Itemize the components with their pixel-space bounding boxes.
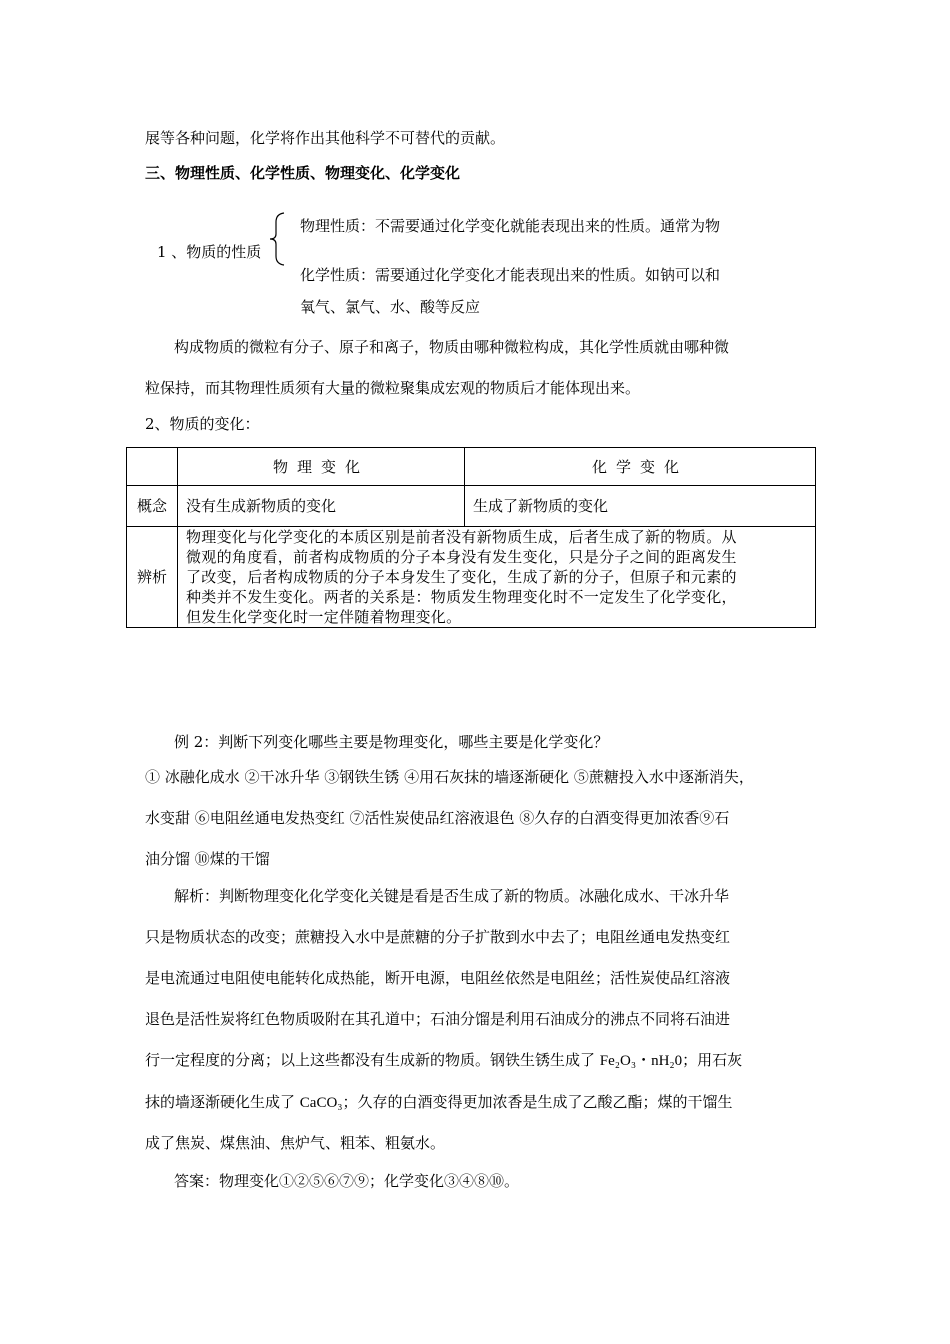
changes-table bbox=[126, 447, 816, 628]
analysis-text: 抹的墙逐渐硬化生成了 bbox=[145, 1093, 300, 1111]
example-items-cont: 水变甜 ⑥电阻丝通电发热变红 ⑦活性炭使品红溶液退色 ⑧久存的白酒变得更加浓香⑨石 bbox=[145, 809, 730, 827]
analysis-text: ；久存的白酒变得更加浓香是生成了乙酸乙酯；煤的干馏生 bbox=[342, 1093, 733, 1111]
section-heading: 三、物理性质、化学性质、物理变化、化学变化 bbox=[145, 164, 461, 182]
analysis-paragraph-cont: 是电流通过电阻使电能转化成热能，断开电源，电阻丝依然是电阻丝；活性炭使品红溶液 bbox=[145, 969, 731, 987]
example-items: ① 冰融化成水 ②干冰升华 ③钢铁生锈 ④用石灰抹的墙逐渐硬化 ⑤蔗糖投入水中逐渐消失， bbox=[145, 768, 754, 786]
calcium-carbonate-formula: CaCO₃ bbox=[299, 1095, 343, 1111]
analysis-line: 但发生化学变化时一定伴随着物理变化。 bbox=[186, 608, 462, 626]
intro-tail: 展等各种问题，化学将作出其他科学不可替代的贡献。 bbox=[145, 129, 506, 147]
analysis-line: 物理变化与化学变化的本质区别是前者没有新物质生成，后者生成了新的物质。从 bbox=[186, 528, 737, 546]
row-label-concept: 概念 bbox=[127, 486, 178, 527]
example-prompt: 例 2：判断下列变化哪些主要是物理变化，哪些主要是化学变化？ bbox=[174, 733, 609, 751]
header-physical: 物理变化 bbox=[178, 448, 465, 486]
table-header-row bbox=[127, 448, 816, 486]
table-corner bbox=[127, 448, 178, 486]
analysis-line: 种类并不发生变化。两者的关系是：物质发生物理变化时不一定发生了化学变化， bbox=[186, 588, 737, 606]
brace-icon bbox=[268, 212, 288, 266]
analysis-cell bbox=[178, 527, 816, 628]
properties-label: 1 、物质的性质 bbox=[157, 243, 262, 261]
physical-property: 物理性质：不需要通过化学变化就能表现出来的性质。通常为物 bbox=[300, 217, 721, 235]
concept-chemical: 生成了新物质的变化 bbox=[465, 486, 816, 527]
row-label-analysis: 辨析 bbox=[127, 527, 178, 628]
particles-paragraph-cont: 粒保持，而其物理性质须有大量的微粒聚集成宏观的物质后才能体现出来。 bbox=[145, 379, 641, 397]
chemical-property-cont: 氧气、氯气、水、酸等反应 bbox=[300, 298, 481, 316]
analysis-paragraph: 解析：判断物理变化化学变化关键是看是否生成了新的物质。冰融化成水、干冰升华 bbox=[174, 887, 730, 905]
rust-formula: Fe₂O₃・nH₂0 bbox=[599, 1053, 683, 1069]
analysis-text: ；用石灰 bbox=[682, 1051, 743, 1069]
analysis-text: 行一定程度的分离；以上这些都没有生成新的物质。钢铁生锈生成了 bbox=[145, 1051, 600, 1069]
header-chemical: 化学变化 bbox=[465, 448, 816, 486]
analysis-paragraph-cont: 只是物质状态的改变；蔗糖投入水中是蔗糖的分子扩散到水中去了；电阻丝通电发热变红 bbox=[145, 928, 731, 946]
answer: 答案：物理变化①②⑤⑥⑦⑨；化学变化③④⑧⑩。 bbox=[174, 1172, 520, 1190]
analysis-paragraph-cont bbox=[145, 1050, 742, 1071]
analysis-line: 微观的角度看，前者构成物质的分子本身没有发生变化，只是分子之间的距离发生 bbox=[186, 548, 737, 566]
analysis-line: 了改变，后者构成物质的分子本身发生了变化，生成了新的分子，但原子和元素的 bbox=[186, 568, 737, 586]
table-row bbox=[127, 486, 816, 527]
analysis-paragraph-cont bbox=[145, 1092, 733, 1113]
chemical-property: 化学性质：需要通过化学变化才能表现出来的性质。如钠可以和 bbox=[300, 266, 721, 284]
particles-paragraph: 构成物质的微粒有分子、原子和离子，物质由哪种微粒构成，其化学性质就由哪种微 bbox=[174, 338, 730, 356]
changes-heading: 2、物质的变化： bbox=[145, 415, 260, 433]
analysis-paragraph-cont: 退色是活性炭将红色物质吸附在其孔道中；石油分馏是利用石油成分的沸点不同将石油进 bbox=[145, 1010, 731, 1028]
table-row bbox=[127, 527, 816, 628]
example-items-cont: 油分馏 ⑩煤的干馏 bbox=[145, 850, 270, 868]
concept-physical: 没有生成新物质的变化 bbox=[178, 486, 465, 527]
analysis-paragraph-cont: 成了焦炭、煤焦油、焦炉气、粗苯、粗氨水。 bbox=[145, 1134, 446, 1152]
